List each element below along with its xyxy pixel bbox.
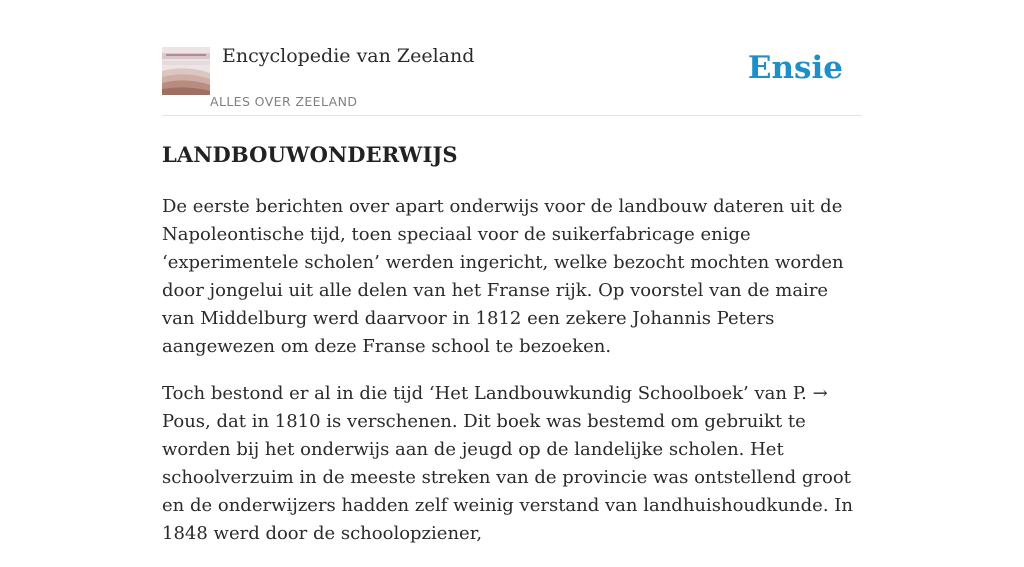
article-paragraph: De eerste berichten over apart onderwijs voor de landbouw dateren uit de Napoleontische tijd, toen speciaal voor de suikerfabricage enige ‘experimentele scholen’ werden ingericht, welke bezocht mochten worden door jongelui uit alle delen van het Franse rijk. Op voorstel van de maire van Middelburg werd daarvoor in 1812 een zekere Johannis Peters aangewezen om deze Franse school te bezoeken. — [162, 196, 844, 357]
book-pages-icon[interactable] — [162, 47, 210, 95]
article-paragraph: Toch bestond er al in die tijd ‘Het Landbouwkundig Schoolboek’ van P. → Pous, dat in 1810 is verschenen. Dit boek was bestemd om gebruikt te worden bij het onderwijs aan de jeugd op de landelijke scholen. Het schoolverzuim in de meeste streken van de provincie was ontstellend groot en de onderwijzers hadden zelf weinig verstand van landhuishoudkunde. In 1848 werd door de schoolopziener, — [162, 383, 853, 544]
site-tagline: ALLES OVER ZEELAND — [210, 94, 358, 109]
site-header — [162, 0, 862, 116]
brand-logo[interactable]: Ensie — [747, 50, 843, 86]
site-title[interactable]: Encyclopedie van Zeeland — [222, 45, 475, 67]
article-title: LANDBOUWONDERWIJS — [162, 142, 458, 167]
article-body — [162, 193, 862, 567]
page — [162, 0, 862, 544]
